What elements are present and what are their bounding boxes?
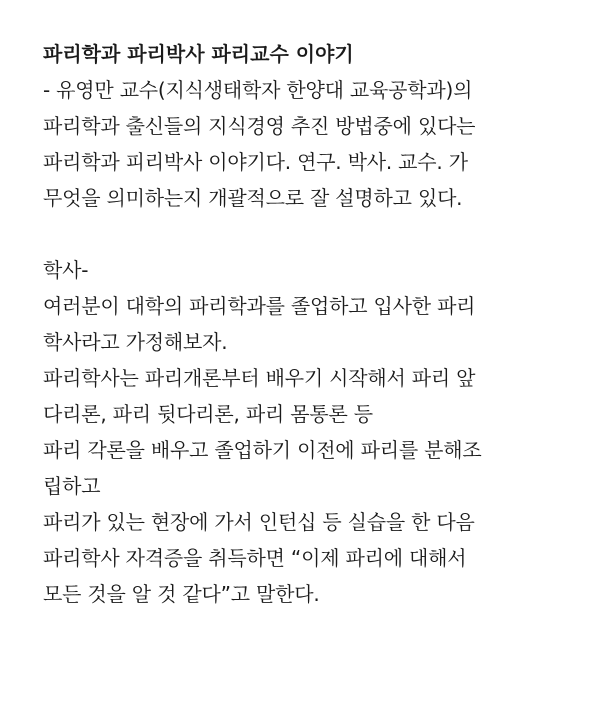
body-line: 다리론, 파리 뒷다리론, 파리 몸통론 등 — [43, 402, 373, 426]
body-line: 파리 각론을 배우고 졸업하기 이전에 파리를 분해조 — [43, 438, 482, 462]
body-line: 학사라고 가정해보자. — [43, 330, 228, 354]
document-body — [43, 36, 603, 612]
body-line: 파리가 있는 현장에 가서 인턴십 등 실습을 한 다음 — [43, 510, 475, 534]
body-line: 립하고 — [43, 474, 101, 498]
paragraph-gap — [43, 216, 603, 252]
body-line: 파리학사 자격증을 취득하면 “이제 파리에 대해서 — [43, 546, 467, 570]
body-line: 모든 것을 알 것 같다”고 말한다. — [43, 582, 320, 606]
body-line: 파리학사는 파리개론부터 배우기 시작해서 파리 앞 — [43, 366, 476, 390]
intro-line: 파리학과 출신들의 지식경영 추진 방법중에 있다는 — [43, 114, 476, 138]
article-title: 파리학과 파리박사 파리교수 이야기 — [43, 42, 354, 66]
body-line: 여러분이 대학의 파리학과를 졸업하고 입사한 파리 — [43, 294, 476, 318]
section-heading: 학사- — [43, 258, 89, 282]
intro-line: 무엇을 의미하는지 개괄적으로 잘 설명하고 있다. — [43, 186, 463, 210]
intro-line: - 유영만 교수(지식생태학자 한양대 교육공학과)의 — [43, 78, 473, 102]
intro-line: 파리학과 피리박사 이야기다. 연구. 박사. 교수. 가 — [43, 150, 468, 174]
